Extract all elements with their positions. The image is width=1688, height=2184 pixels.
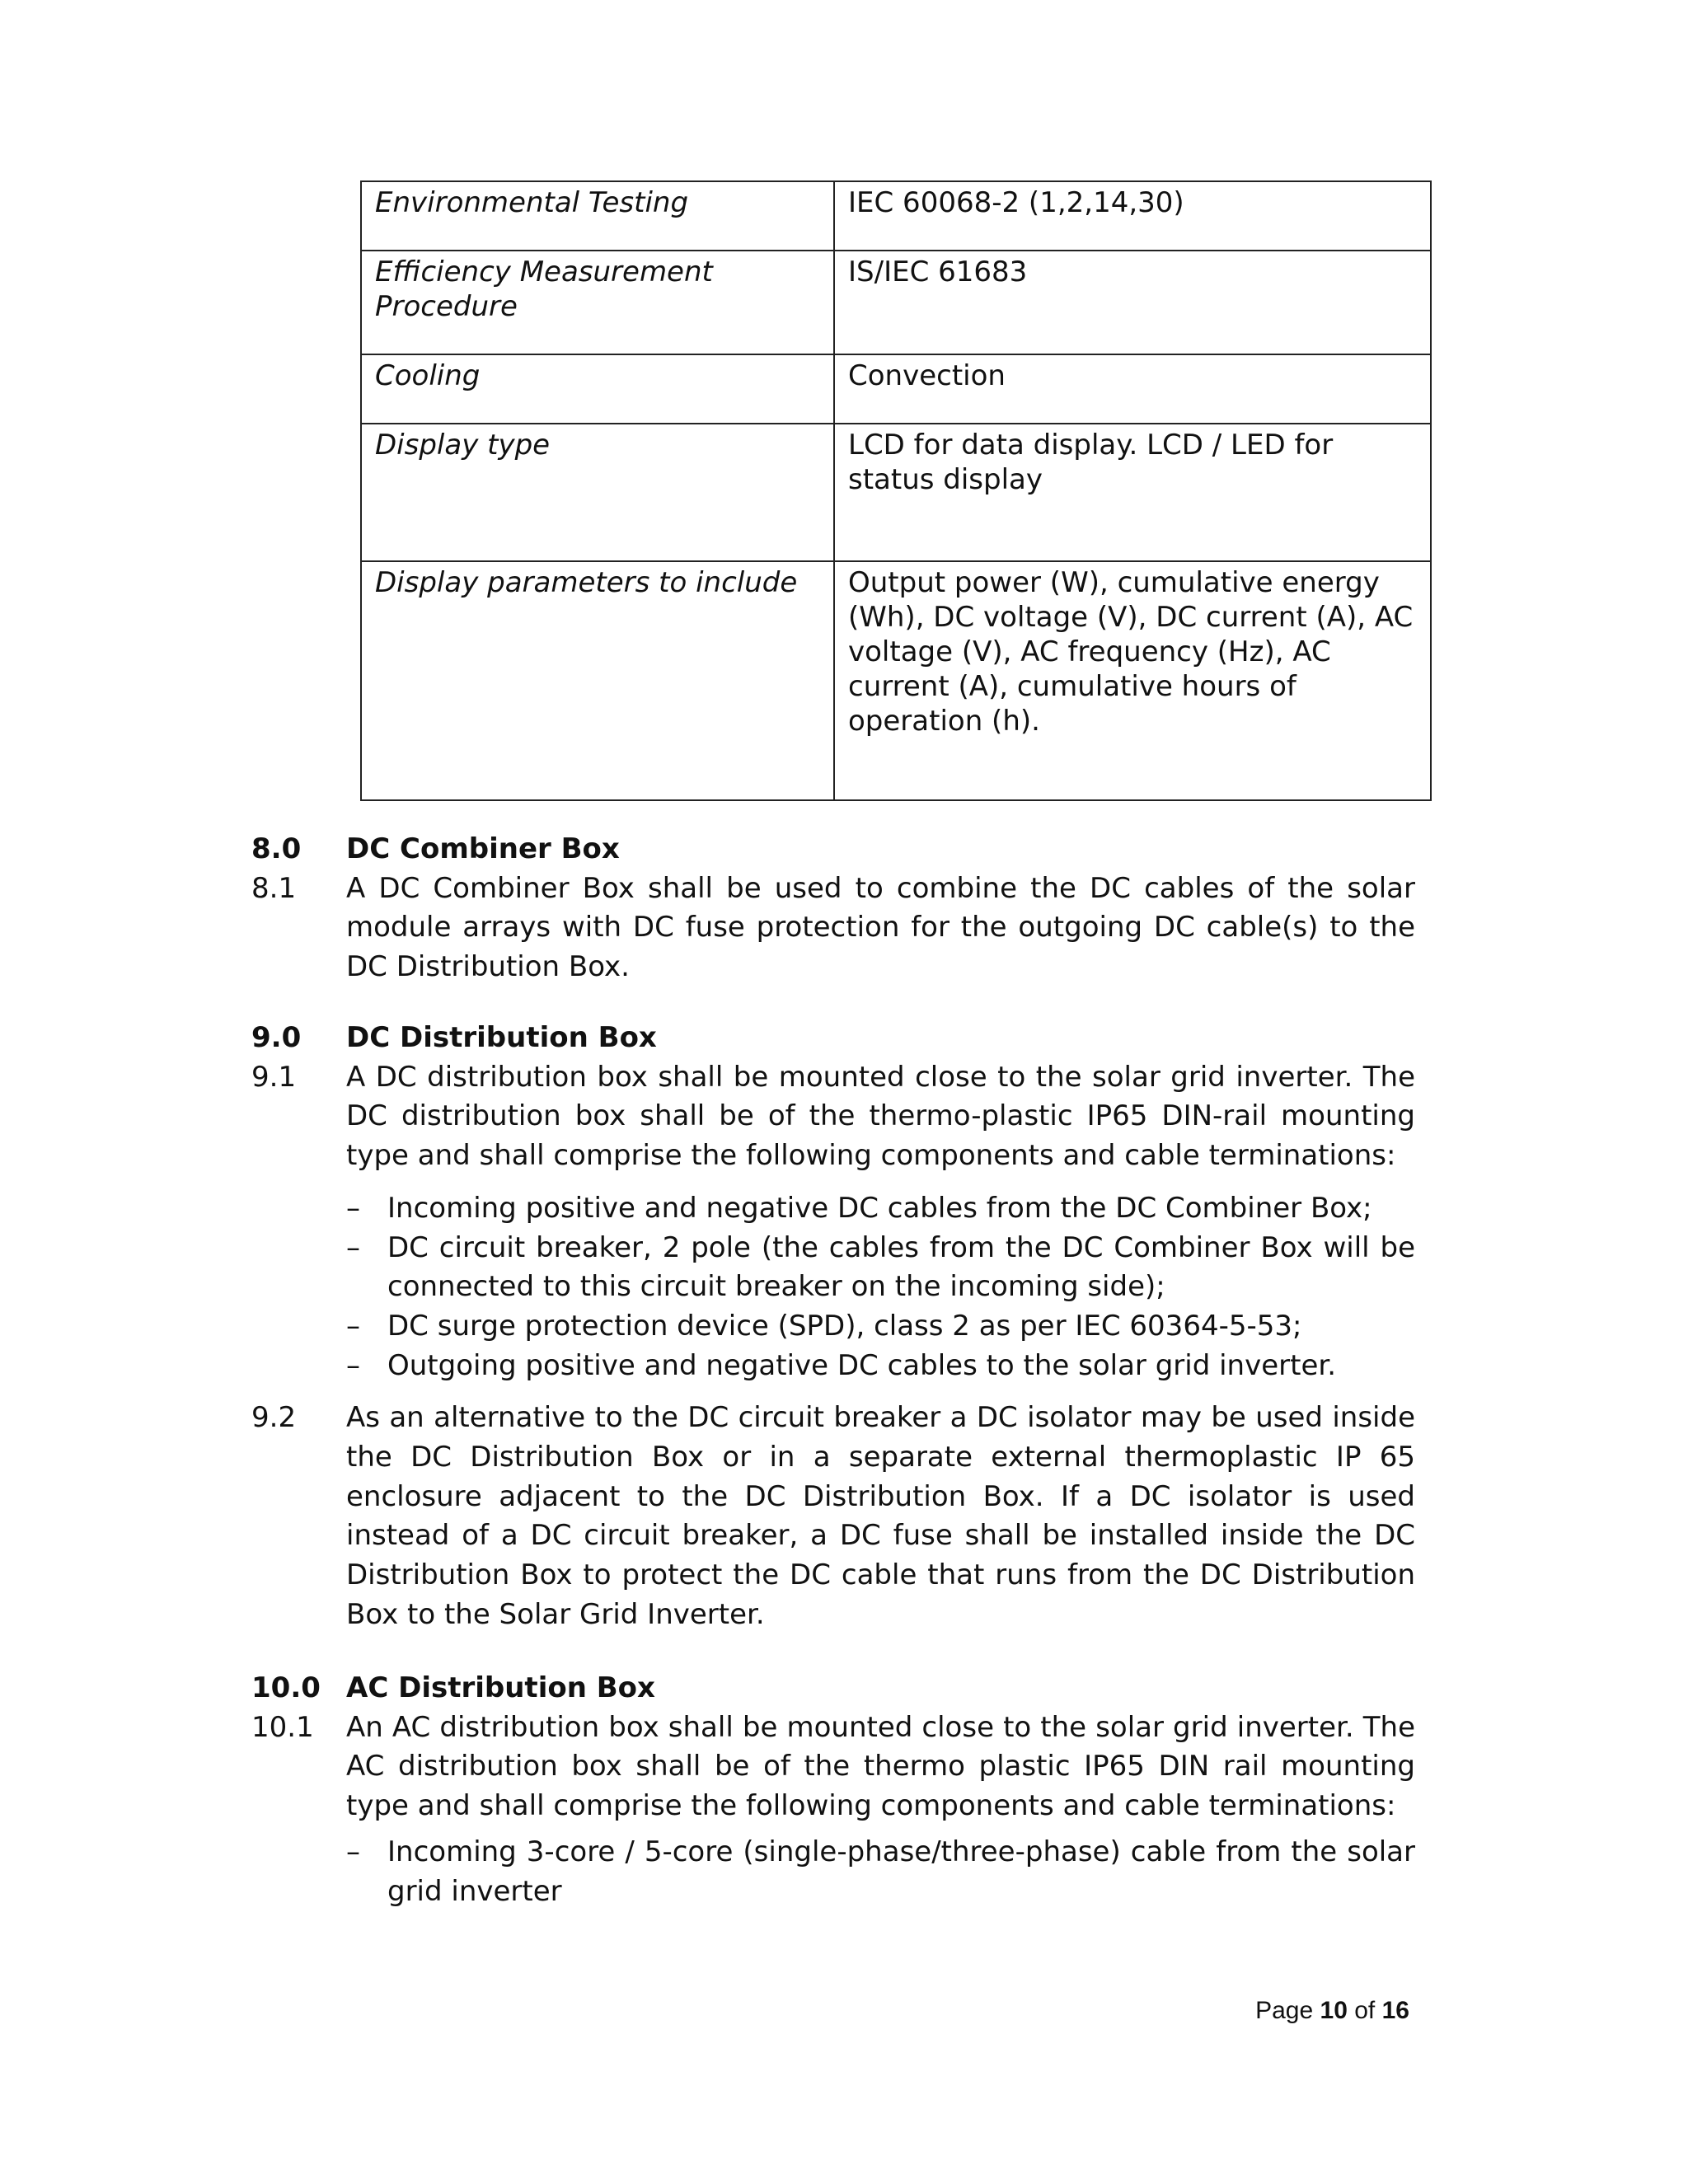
spec-table [360, 180, 1432, 801]
section-number: 10.0 [251, 1671, 321, 1704]
list-item: – DC circuit breaker, 2 pole (the cables from the DC Combiner Box will be connected to this circuit breaker on the incoming side); [346, 1229, 1415, 1307]
section-title: DC Distribution Box [346, 1021, 657, 1054]
section-heading [251, 1669, 1415, 1708]
paragraph [251, 869, 1415, 987]
section-title: AC Distribution Box [346, 1671, 655, 1704]
table-cell-value: IS/IEC 61683 [834, 251, 1431, 354]
section-heading [251, 830, 1415, 869]
paragraph [251, 1058, 1415, 1386]
list-item: – Incoming 3-core / 5-core (single-phase/three-phase) cable from the solar grid inverter [346, 1833, 1415, 1911]
table-row [361, 181, 1431, 251]
paragraph-number: 10.1 [251, 1710, 314, 1744]
of-label: of [1354, 1997, 1376, 2024]
section-9 [251, 1019, 1415, 1635]
dash-bullet-icon: – [346, 1835, 360, 1868]
list-item: – Outgoing positive and negative DC cables to the solar grid inverter. [346, 1347, 1415, 1386]
paragraph-number: 9.2 [251, 1401, 297, 1435]
section-10 [251, 1669, 1415, 1911]
table-row [361, 354, 1431, 424]
paragraph-text: A DC Combiner Box shall be used to combine the DC cables of the solar module arrays with DC fuse protection for the outgoing DC cable(s) to the DC Distribution Box. [346, 871, 1415, 984]
table-row [361, 561, 1431, 800]
paragraph-text: As an alternative to the DC circuit breaker a DC isolator may be used inside the DC Distribution Box or in a separate external thermoplastic IP 65 enclosure adjacent to the DC Distribution Box. If a DC isolator is used instead of a DC circuit breaker, a DC fuse shall be installed inside the DC Distribution Box to protect the DC cable that runs from the DC Distribution Box to the Solar Grid Inverter. [346, 1401, 1415, 1631]
table-row [361, 424, 1431, 561]
page-label: Page [1255, 1997, 1314, 2024]
table-cell-value: Output power (W), cumulative energy (Wh), DC voltage (V), DC current (A), AC voltage (V), AC frequency (Hz), AC current (A), cumulative hours of operation (h). [834, 561, 1431, 800]
list-item: – DC surge protection device (SPD), class 2 as per IEC 60364-5-53; [346, 1307, 1415, 1347]
table-row [361, 251, 1431, 354]
section-number: 8.0 [251, 832, 302, 865]
table-cell-param: Display type [361, 424, 834, 561]
table-cell-param: Display parameters to include [361, 561, 834, 800]
paragraph [251, 1399, 1415, 1634]
paragraph-number: 8.1 [251, 871, 297, 905]
table-cell-value: Convection [834, 354, 1431, 424]
section-title: DC Combiner Box [346, 832, 620, 865]
paragraph-number: 9.1 [251, 1060, 297, 1094]
section-heading [251, 1019, 1415, 1058]
total-pages: 16 [1381, 1997, 1409, 2024]
paragraph-text: An AC distribution box shall be mounted close to the solar grid inverter. The AC distribution box shall be of the thermo plastic IP65 DIN rail mounting type and shall comprise the following components and cable terminations: [346, 1710, 1415, 1823]
page-footer [1203, 1994, 1409, 2027]
dash-bullet-icon: – [346, 1309, 360, 1343]
table-cell-param: Cooling [361, 354, 834, 424]
dash-bullet-icon: – [346, 1230, 360, 1264]
table-cell-value: LCD for data display. LCD / LED for status display [834, 424, 1431, 561]
table-cell-param: Environmental Testing [361, 181, 834, 251]
table-cell-value: IEC 60068-2 (1,2,14,30) [834, 181, 1431, 251]
dash-bullet-icon: – [346, 1191, 360, 1225]
list-item: – Incoming positive and negative DC cables from the DC Combiner Box; [346, 1189, 1415, 1229]
bullet-list [346, 1189, 1415, 1386]
section-number: 9.0 [251, 1021, 302, 1054]
paragraph-text: A DC distribution box shall be mounted close to the solar grid inverter. The DC distribution box shall be of the thermo-plastic IP65 DIN-rail mounting type and shall comprise the following components and cable terminations: [346, 1060, 1415, 1173]
section-8 [251, 830, 1415, 987]
table-cell-param: Efficiency Measurement Procedure [361, 251, 834, 354]
dash-bullet-icon: – [346, 1348, 360, 1382]
bullet-list [346, 1833, 1415, 1911]
paragraph [251, 1708, 1415, 1912]
page-number: 10 [1320, 1997, 1348, 2024]
